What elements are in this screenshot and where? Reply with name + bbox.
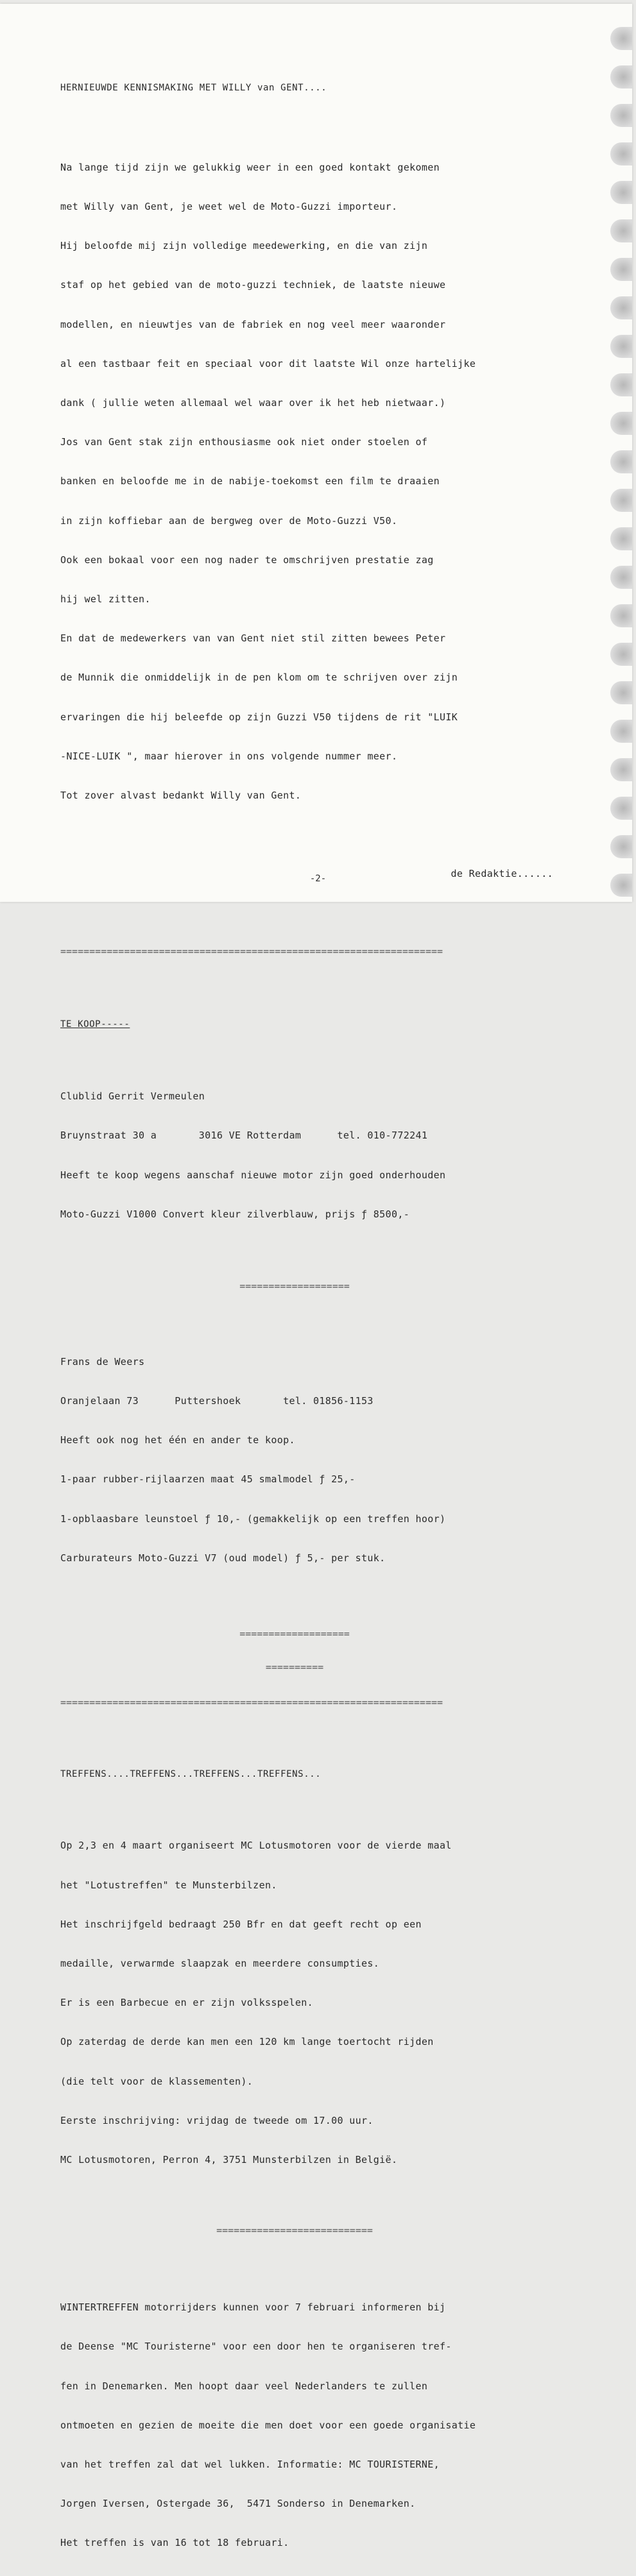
ad-line: Carburateurs Moto-Guzzi V7 (oud model) ƒ 5,- per stuk. xyxy=(60,1552,386,1564)
treffens-line: Op 2,3 en 4 maart organiseert MC Lotusmotoren voor de vierde maal xyxy=(60,1840,452,1852)
article-line: modellen, en nieuwtjes van de fabriek en nog veel meer waaronder xyxy=(60,318,446,330)
wintertreffen-line: de Deense "MC Touristerne" voor een door hen te organiseren tref- xyxy=(60,2341,452,2353)
wintertreffen-line: Jorgen Iversen, Ostergade 36, 5471 Sonderso in Denemarken. xyxy=(60,2498,416,2510)
separator: =================== xyxy=(239,1280,350,1292)
binder-hole-icon xyxy=(610,219,632,242)
ad-line: Frans de Weers xyxy=(60,1355,145,1368)
page-number: -2- xyxy=(309,874,327,884)
article-line: Ook een bokaal voor een nog nader te omschrijven prestatie zag xyxy=(60,554,434,566)
article-line: En dat de medewerkers van van Gent niet stil zitten bewees Peter xyxy=(60,632,446,645)
binder-hole-icon xyxy=(610,527,632,550)
treffens-line: het "Lotustreffen" te Munsterbilzen. xyxy=(60,1879,277,1891)
treffens-line: MC Lotusmotoren, Perron 4, 3751 Munsterbilzen in België. xyxy=(60,2154,398,2166)
wintertreffen-line: Het treffen is van 16 tot 18 februari. xyxy=(60,2537,289,2549)
wintertreffen-line: WINTERTREFFEN motorrijders kunnen voor 7 februari informeren bij xyxy=(60,2301,446,2314)
binder-hole-icon xyxy=(610,373,632,396)
signature: de Redaktie...... xyxy=(451,868,553,880)
article-line: -NICE-LUIK ", maar hierover in ons volgende nummer meer. xyxy=(60,750,398,762)
binder-hole-icon xyxy=(610,489,632,512)
article-line: hij wel zitten. xyxy=(60,593,151,606)
section-heading-te-koop: TE KOOP----- xyxy=(60,1019,130,1030)
separator: ========== xyxy=(265,1661,324,1673)
ad-line: Heeft te koop wegens aanschaf nieuwe motor zijn goed onderhouden xyxy=(60,1169,446,1181)
separator: =================== xyxy=(239,1627,350,1640)
wintertreffen-line: ontmoeten en gezien de moeite die men doet voor een goede organisatie xyxy=(60,2419,476,2431)
article-line: Tot zover alvast bedankt Willy van Gent. xyxy=(60,790,302,802)
wintertreffen-line: fen in Denemarken. Men hoopt daar veel Nederlanders te zullen xyxy=(60,2380,428,2392)
article-line: al een tastbaar feit en speciaal voor dit laatste Wil onze hartelijke xyxy=(60,357,476,369)
binder-hole-icon xyxy=(610,142,632,165)
binder-hole-icon xyxy=(610,335,632,358)
article-line: staf op het gebied van de moto-guzzi techniek, de laatste nieuwe xyxy=(60,279,446,291)
binder-holes xyxy=(610,4,632,906)
ad-line: Bruynstraat 30 a 3016 VE Rotterdam tel. 010-772241 xyxy=(60,1130,428,1142)
binder-hole-icon xyxy=(610,65,632,89)
section-heading-treffens: TREFFENS....TREFFENS...TREFFENS...TREFFENS... xyxy=(60,1769,322,1780)
ad-line: Oranjelaan 73 Puttershoek tel. 01856-1153 xyxy=(60,1394,374,1407)
article-line: Hij beloofde mij zijn volledige meedewerking, en die van zijn xyxy=(60,240,428,252)
binder-hole-icon xyxy=(610,643,632,666)
page-text xyxy=(60,55,612,2576)
wintertreffen-line: van het treffen zal dat wel lukken. Informatie: MC TOURISTERNE, xyxy=(60,2458,440,2470)
treffens-line: Eerste inschrijving: vrijdag de tweede om 17.00 uur. xyxy=(60,2114,374,2126)
treffens-line: medaille, verwarmde slaapzak en meerdere consumpties. xyxy=(60,1958,380,1970)
separator: =========================== xyxy=(216,2224,373,2237)
treffens-line: Op zaterdag de derde kan men een 120 km lange toertocht rijden xyxy=(60,2036,434,2048)
article-line: banken en beloofde me in de nabije-toekomst een film te draaien xyxy=(60,475,440,487)
article-line: Na lange tijd zijn we gelukkig weer in een goed kontakt gekomen xyxy=(60,161,440,173)
article-line: met Willy van Gent, je weet wel de Moto-Guzzi importeur. xyxy=(60,201,398,213)
treffens-line: Het inschrijfgeld bedraagt 250 Bfr en dat geeft recht op een xyxy=(60,1918,422,1930)
binder-hole-icon xyxy=(610,604,632,627)
article-line: ervaringen die hij beleefde op zijn Guzzi V50 tijdens de rit "LUIK xyxy=(60,711,458,723)
binder-hole-icon xyxy=(610,181,632,204)
binder-hole-icon xyxy=(610,681,632,704)
article-line: in zijn koffiebar aan de bergweg over de Moto-Guzzi V50. xyxy=(60,514,398,527)
separator: ================================================================== xyxy=(60,945,443,958)
page xyxy=(0,4,632,2549)
article-title: HERNIEUWDE KENNISMAKING MET WILLY van GENT.... xyxy=(60,82,327,93)
treffens-line: Er is een Barbecue en er zijn volksspelen. xyxy=(60,1997,313,2009)
article-line: de Munnik die onmiddelijk in de pen klom om te schrijven over zijn xyxy=(60,672,458,684)
ad-line: Moto-Guzzi V1000 Convert kleur zilverblauw, prijs ƒ 8500,- xyxy=(60,1208,410,1220)
ad-line: 1-paar rubber-rijlaarzen maat 45 smalmodel ƒ 25,- xyxy=(60,1473,356,1486)
separator: ================================================================== xyxy=(60,1697,443,1709)
article-line: dank ( jullie weten allemaal wel waar over ik het heb nietwaar.) xyxy=(60,397,446,409)
binder-hole-icon xyxy=(610,720,632,743)
binder-hole-icon xyxy=(610,296,632,319)
binder-hole-icon xyxy=(610,835,632,858)
binder-hole-icon xyxy=(610,797,632,820)
article-line: Jos van Gent stak zijn enthousiasme ook niet onder stoelen of xyxy=(60,436,428,448)
binder-hole-icon xyxy=(610,27,632,50)
binder-hole-icon xyxy=(610,450,632,473)
binder-hole-icon xyxy=(610,104,632,127)
binder-hole-icon xyxy=(610,758,632,781)
binder-hole-icon xyxy=(610,566,632,589)
binder-hole-icon xyxy=(610,258,632,281)
treffens-line: (die telt voor de klassementen). xyxy=(60,2075,254,2087)
ad-line: Heeft ook nog het één en ander te koop. xyxy=(60,1434,295,1446)
ad-line: Clublid Gerrit Vermeulen xyxy=(60,1090,205,1103)
ad-line: 1-opblaasbare leunstoel ƒ 10,- (gemakkelijk op een treffen hoor) xyxy=(60,1513,446,1525)
binder-hole-icon xyxy=(610,412,632,435)
